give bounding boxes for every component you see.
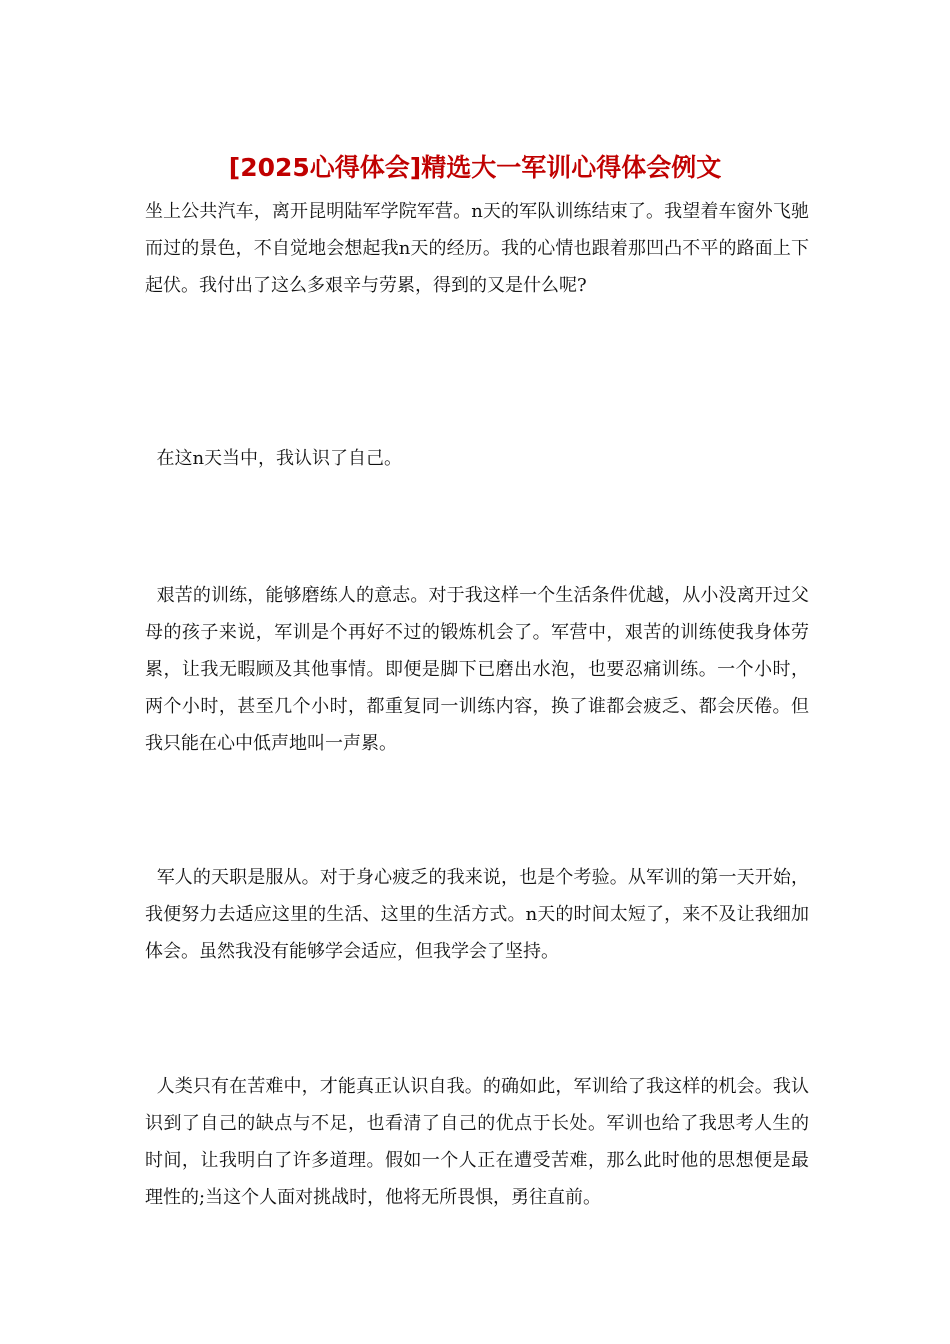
paragraph-obedience: 军人的天职是服从。对于身心疲乏的我来说，也是个考验。从军训的第一天开始，我便努力去适应这里的生活、这里的生活方式。n天的时间太短了，来不及让我细加体会。虽然我没有能够学会适应，但我学会了坚持。 [145, 867, 809, 962]
paragraph-self-knowledge: 在这n天当中，我认识了自己。 [145, 448, 403, 469]
paragraph-intro: 坐上公共汽车，离开昆明陆军学院军营。n天的军队训练结束了。我望着车窗外飞驰而过的景色，不自觉地会想起我n天的经历。我的心情也跟着那凹凸不平的路面上下起伏。我付出了这么多艰辛与劳累，得到的又是什么呢? [145, 201, 809, 296]
paragraph-hard-training: 艰苦的训练，能够磨练人的意志。对于我这样一个生活条件优越，从小没离开过父母的孩子来说，军训是个再好不过的锻炼机会了。军营中，艰苦的训练使我身体劳累，让我无暇顾及其他事情。即便是脚下已磨出水泡，也要忍痛训练。一个小时，两个小时，甚至几个小时，都重复同一训练内容，换了谁都会疲乏、都会厌倦。但我只能在心中低声地叫一声累。 [145, 585, 809, 754]
document-title: [2025心得体会]精选大一军训心得体会例文 [228, 153, 722, 182]
paragraph-hardship-reflection: 人类只有在苦难中，才能真正认识自我。的确如此，军训给了我这样的机会。我认识到了自己的缺点与不足，也看清了自己的优点于长处。军训也给了我思考人生的时间，让我明白了许多道理。假如一个人正在遭受苦难，那么此时他的思想便是最理性的;当这个人面对挑战时，他将无所畏惧，勇往直前。 [145, 1076, 809, 1208]
